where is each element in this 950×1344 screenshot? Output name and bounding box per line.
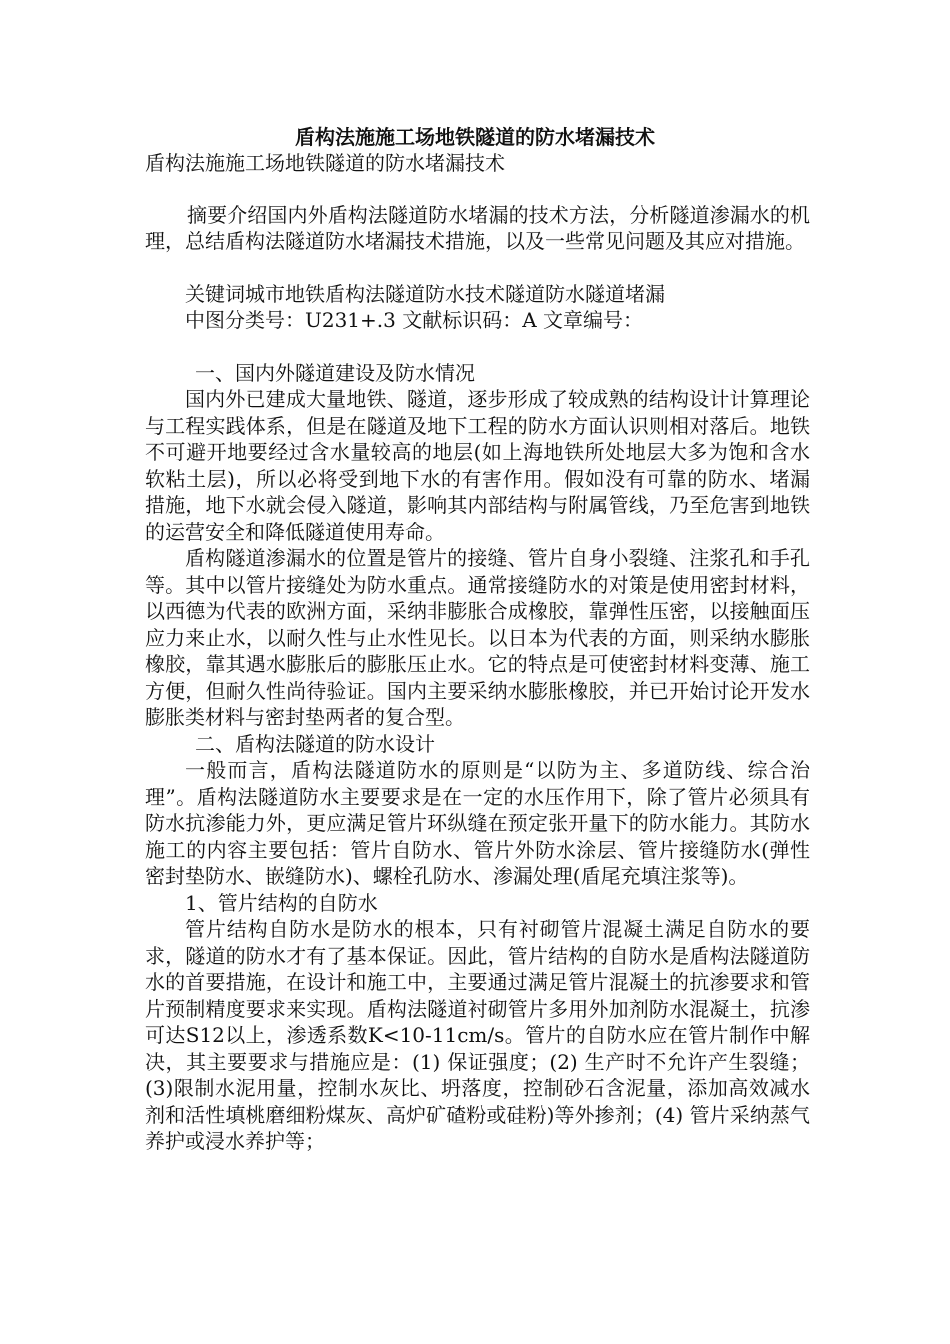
- section-heading-1: 一、国内外隧道建设及防水情况: [195, 360, 475, 385]
- subsection-heading-1: 1、管片结构的自防水: [185, 890, 378, 915]
- section-heading-2: 二、盾构法隧道的防水设计: [195, 731, 435, 756]
- document-body: [145, 150, 810, 1155]
- abstract-paragraph: 摘要介绍国内外盾构法隧道防水堵漏的技术方法，分析隧道渗漏水的机理，总结盾构法隧道防水堵漏技术措施，以及一些常见问题及其应对措施。: [145, 202, 810, 253]
- classification-line: 中图分类号：U231+.3 文献标识码：A 文章编号：: [185, 308, 644, 332]
- body-paragraph: 一般而言，盾构法隧道防水的原则是“以防为主、多道防线、综合治理”。盾构法隧道防水主要要求是在一定的水压作用下，除了管片必须具有防水抗渗能力外，更应满足管片环纵缝在预定张开量下的防水能力。其防水施工的内容主要包括：管片自防水、管片外防水涂层、管片接缝防水(弹性密封垫防水、嵌缝防水)、螺栓孔防水、渗漏处理(盾尾充填注浆等)。: [145, 758, 810, 888]
- document-subtitle: 盾构法施施工场地铁隧道的防水堵漏技术: [145, 151, 505, 175]
- body-paragraph: 管片结构自防水是防水的根本，只有衬砌管片混凝土满足自防水的要求，隧道的防水才有了基本保证。因此，管片结构的自防水是盾构法隧道防水的首要措施，在设计和施工中，主要通过满足管片混凝土的抗渗要求和管片预制精度要求来实现。盾构法隧道衬砌管片多用外加剂防水混凝土，抗渗可达S12以上，渗透系数K<10-11cm/s。管片的自防水应在管片制作中解决，其主要要求与措施应是：(1) 保证强度；(2) 生产时不允许产生裂缝；(3)限制水泥用量，控制水灰比、坍落度，控制砂石含泥量，添加高效减水剂和活性填桃磨细粉煤灰、高炉矿碴粉或硅粉)等外掺剂；(4) 管片采纳蒸气养护或浸水养护等；: [145, 917, 810, 1153]
- body-paragraph: 盾构隧道渗漏水的位置是管片的接缝、管片自身小裂缝、注浆孔和手孔等。其中以管片接缝处为防水重点。通常接缝防水的对策是使用密封材料，以西德为代表的欧洲方面，采纳非膨胀合成橡胶，靠弹性压密，以接触面压应力来止水，以耐久性与止水性见长。以日本为代表的方面，则采纳水膨胀橡胶，靠其遇水膨胀后的膨胀压止水。它的特点是可使密封材料变薄、施工方便，但耐久性尚待验证。国内主要采纳水膨胀橡胶，并已开始讨论开发水膨胀类材料与密封垫两者的复合型。: [145, 546, 810, 729]
- document-title: 盾构法施施工场地铁隧道的防水堵漏技术: [295, 125, 655, 149]
- keywords-line: 关键词城市地铁盾构法隧道防水技术隧道防水隧道堵漏: [185, 281, 665, 306]
- body-paragraph: 国内外已建成大量地铁、隧道，逐步形成了较成熟的结构设计计算理论与工程实践体系，但是在隧道及地下工程的防水方面认识则相对落后。地铁不可避开地要经过含水量较高的地层(如上海地铁所处地层大多为饱和含水软粘土层)，所以必将受到地下水的有害作用。假如没有可靠的防水、堵漏措施，地下水就会侵入隧道，影响其内部结构与附属管线，乃至危害到地铁的运营安全和降低隧道使用寿命。: [145, 387, 810, 544]
